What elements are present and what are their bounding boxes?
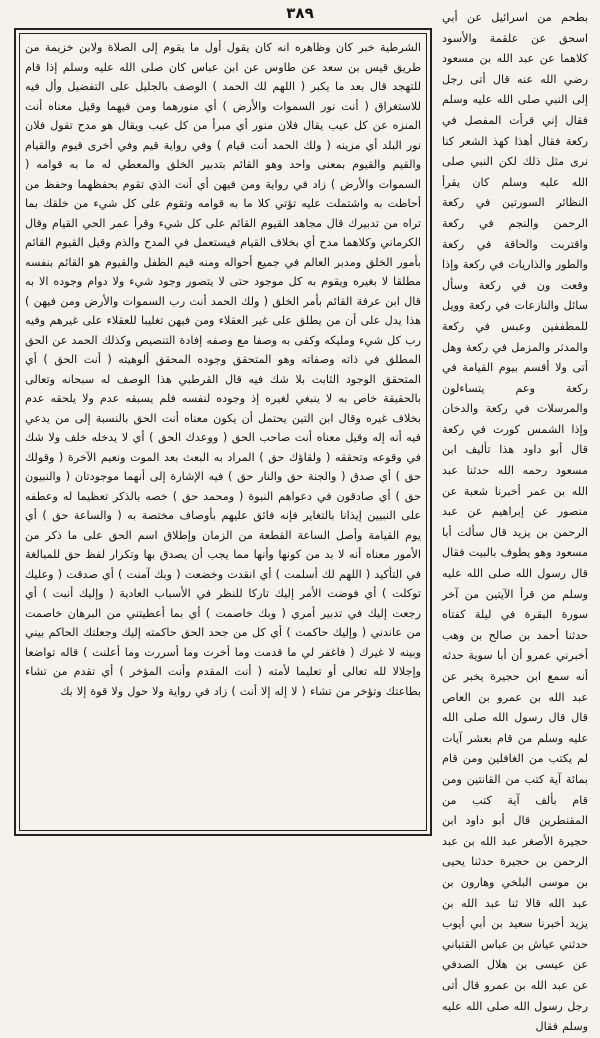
page-number: ٣٨٩ bbox=[286, 4, 314, 22]
side-hadith-text: بطحم من اسرائيل عن أبي اسحق عن علقمة والأسود كلاهما عن عبد الله بن مسعود رضي الله عنه قال أتى رجل إلى النبي صلى الله عليه وسلم فقال إني قرأت المفصل في ركعة فقال أهذا كهذ الشعر كنا نرى مثل ذلك لكن النبي صلى الله عليه وسلم كان يقرأ النظائر السورتين في ركعة الرحمن والنجم في ركعة واقتربت والحاقة في ركعة والطور والذاريات في ركعة وإذا وقعت ون في ركعة وسأل سائل والنازعات في ركعة وويل للمطففين وعبس في ركعة والمدثر والمزمل في ركعة وهل أتى ولا أقسم بيوم القيامة في ركعة وعم يتساءلون والمرسلات في ركعة والدخان وإذا الشمس كورت في ركعة قال أبو داود هذا تأليف ابن مسعود رحمه الله حدثنا عبد الله بن عمر أخبرنا شعبة عن منصور عن إبراهيم عن عبد الرحمن بن يزيد قال سألت أبا مسعود وهو يطوف بالبيت فقال قال رسول الله صلى الله عليه وسلم من قرأ الآيتين من آخر سورة البقرة في ليلة كفتاه حدثنا أحمد بن صالح بن وهب أخبرني عمرو أن أبا سوية حدثه أنه سمع ابن حجيرة يخبر عن عبد الله بن عمرو بن العاص قال قال رسول الله صلى الله عليه وسلم من قام بعشر آيات لم يكتب من الغافلين ومن قام بمائة آية كتب من القانتين ومن قام بألف آية كتب من المقنطرين قال أبو داود ابن حجيرة الأصغر عبد الله بن عبد الرحمن بن حجيرة حدثنا يحيى بن موسى البلخي وهارون بن عبد الله قالا ثنا عبد الله بن يزيد أخبرنا سعيد بن أبي أيوب حدثني عياش بن عباس القتباني عن عيسى بن هلال الصدفي عن عبد الله بن عمرو قال أتى رجل رسول الله صلى الله عليه وسلم فقال bbox=[442, 11, 588, 1034]
main-commentary-text: الشرطية خبر كان وظاهره انه كان يقول أول ما يقوم إلى الصلاة ولابن خزيمة من طريق قيس بن سعد عن طاوس عن ابن عباس كان صلى الله عليه وسلم إذا قام للتهجد قال بعد ما يكبر ( اللهم لك الحمد ) الوصف بالجليل على التفضيل وأل فيه للاستغراق ( أنت نور السموات والأرض ) أي منورهما ومن فيهما وقيل معناه أنت المنزه عن كل عيب يقال فلان منور أي مبرأ من كل عيب ويقال هو مدح تقول فلان نور البلد أي مزينه ( ولك الحمد أنت قيام ) وفي رواية قيم وفي أخرى قيوم والقيام والقيم والقيوم بمعنى واحد وهو القائم بتدبير الخلق والمعطي له ما به قوامه ( السموات والأرض ) زاد في رواية ومن فيهن أي أنت الذي تقوم بحفظهما وحفظ من أحاطت به واشتملت عليه تؤتي كلا ما به قوامه وتقوم على كل شيء من خلقك بما تراه من تدبيرك قال مجاهد القيوم القائم على كل شيء وقرأ عمر الحي القيام وقال الكرماني وكلاهما مدح أي بخلاف القيام فيستعمل في المدح والذم وقيل القيوم القائم بأمور الخلق ومدبر العالم في جميع أحواله ومنه قيم الطفل والقيوم هو القائم بنفسه مطلقا لا بغيره ويقوم به كل موجود حتى لا يتصور وجود شيء ولا دوام وجوده الا به قال ابن عرفة القائم بأمر الخلق ( ولك الحمد أنت رب السموات والأرض ومن فيهن ) هذا يدل على أن من يطلق على غير العقلاء ومن فيهن تغليبا للعقلاء على غيرهم وفيه رب كل شيء ومليكه وكفى به وصفا مع وصفه إفادة التنصيص وكذلك الحمد عن الحق المطلق في ذاته وصفاته وهو المتحقق وجوده المحقق ألوهيته ( أنت الحق ) أي المتحقق الوجود الثابت بلا شك فيه قال القرطبي هذا الوصف له سبحانه وتعالى بالحقيقة خاص به لا ينبغي لغيره إذ وجوده لنفسه فلم يسبقه عدم ولا يلحقه عدم بخلاف غيره وقال ابن التين يحتمل أن يكون معناه أنت الحق بالنسبة إلى من يدعي فيه أنه إله وقيل معناه أنت صاحب الحق ( ووعدك الحق ) أي لا يدخله خلف ولا شك في وقوعه وتحققه ( ولقاؤك حق ) المراد به البعث بعد الموت ونعيم الآخرة ( وقولك حق ) أي صدق ( والجنة حق والنار حق ) فيه الإشارة إلى أنهما موجودتان ( والنبيون حق ) أي صادقون في دعواهم النبوة ( ومحمد حق ) خصه بالذكر تعظيما له وعطفه على النبيين إيذانا بالتغاير فإنه فائق عليهم بأوصاف مختصة به ( والساعة حق ) أي يوم القيامة وأصل الساعة القطعة من الزمان وإطلاق اسم الحق على ما ذكر من الأمور معناه أنه لا بد من كونها وأنها مما يجب أن يصدق بها وتكرار لفظ حق للمبالغة في التأكيد ( اللهم لك أسلمت ) أي انقدت وخضعت ( وبك آمنت ) أي صدقت ( وعليك توكلت ) أي فوضت الأمر إليك تاركا للنظر في الأسباب العادية ( وإليك أنبت ) أي رجعت إليك في تدبير أمري ( وبك خاصمت ) أي بما أعطيتني من البرهان خاصمت من عاندني ( وإليك حاكمت ) أي كل من جحد الحق حاكمته إليك وجعلتك الحاكم بيني وبينه لا غيرك ( فاغفر لي ما قدمت وما أخرت وما أسررت وما أعلنت ) قاله تواضعا وإجلالا لله تعالى أو تعليما لأمته ( أنت المقدم وأنت المؤخر ) أي تقدم من تشاء بطاعتك وتؤخر من تشاء ( لا إله إلا أنت ) زاد في رواية ولا حول ولا قوة إلا بك bbox=[25, 41, 421, 698]
side-hadith-column bbox=[442, 8, 588, 1034]
main-commentary-frame bbox=[14, 28, 432, 836]
